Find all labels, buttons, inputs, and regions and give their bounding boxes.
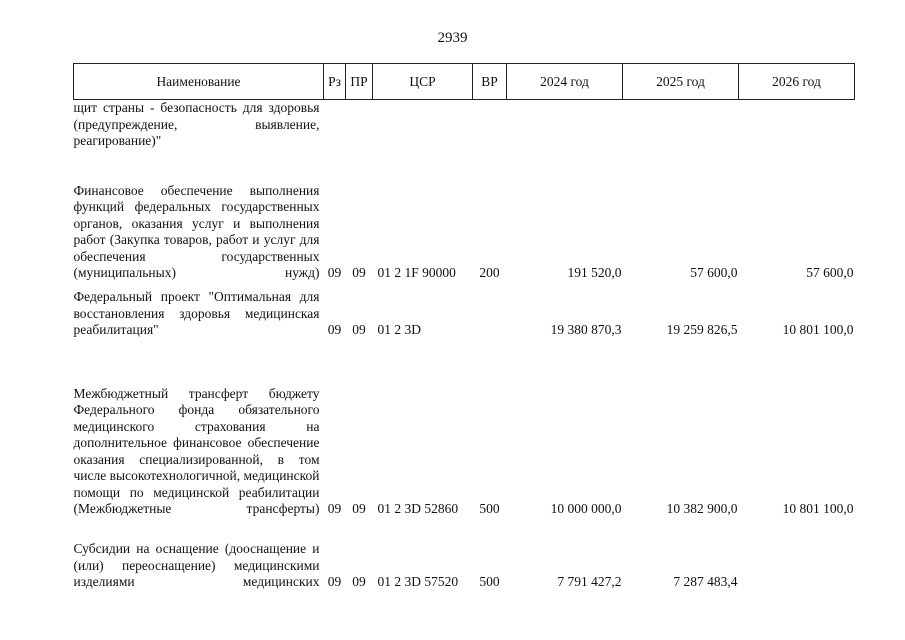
header-2026: 2026 год — [739, 64, 855, 100]
row-rz: 09 — [327, 574, 342, 589]
header-rz: Рз — [324, 64, 346, 100]
row-2026: 57 600,0 — [806, 265, 854, 280]
row-vr: 500 — [479, 501, 500, 516]
row-pr: 09 — [352, 322, 366, 337]
row-csr: 01 2 3D 52860 — [377, 501, 459, 516]
row-pr: 09 — [352, 501, 366, 516]
row-name: Субсидии на оснащение (дооснащение и (или) переоснащение) медицинскими изделиями медицинских — [73, 541, 320, 589]
row-vr — [473, 100, 507, 154]
row-name: Федеральный проект "Оптимальная для восстановления здоровья медицинская реабилитация" — [73, 289, 320, 337]
page-number: 2939 — [437, 30, 468, 46]
table-header-row — [74, 64, 855, 100]
row-rz: 09 — [327, 322, 342, 337]
row-2024 — [507, 100, 623, 154]
table-row — [74, 343, 855, 522]
row-pr: 09 — [352, 574, 366, 589]
row-pr: 09 — [352, 265, 366, 280]
row-rz: 09 — [327, 501, 342, 516]
row-name: Межбюджетный трансферт бюджету Федерального фонда обязательного медицинского страхования на дополнительное финансовое обеспечение оказания специализированной, в том числе высокотехнологичной, медицинской помощи по медицинской реабилитации (Межбюджетные трансферты) — [73, 385, 320, 516]
row-2025: 57 600,0 — [690, 265, 738, 280]
header-vr: ВР — [473, 64, 507, 100]
header-pr: ПР — [346, 64, 373, 100]
header-name: Наименование — [74, 64, 324, 100]
row-name: щит страны - безопасность для здоровья (предупреждение, выявление, реагирование)" — [73, 100, 320, 148]
row-vr — [473, 286, 507, 343]
row-2024: 19 380 870,3 — [550, 322, 622, 337]
row-csr — [373, 100, 473, 154]
row-2025: 19 259 826,5 — [666, 322, 738, 337]
row-2025: 7 287 483,4 — [673, 574, 738, 589]
table-row — [74, 522, 855, 595]
row-2026 — [739, 522, 855, 595]
row-vr: 200 — [479, 265, 500, 280]
row-rz: 09 — [327, 265, 342, 280]
row-rz — [324, 100, 346, 154]
row-2025 — [623, 100, 739, 154]
header-2024: 2024 год — [507, 64, 623, 100]
row-vr: 500 — [479, 574, 500, 589]
row-2025: 10 382 900,0 — [666, 501, 738, 516]
row-2024: 10 000 000,0 — [550, 501, 622, 516]
row-2026 — [739, 100, 855, 154]
row-csr: 01 2 3D 57520 — [377, 574, 459, 589]
row-pr — [346, 100, 373, 154]
table-row — [74, 154, 855, 286]
row-csr: 01 2 1F 90000 — [377, 265, 456, 280]
row-2026: 10 801 100,0 — [782, 501, 854, 516]
row-2024: 7 791 427,2 — [557, 574, 622, 589]
row-2024: 191 520,0 — [567, 265, 622, 280]
row-2026: 10 801 100,0 — [782, 322, 854, 337]
table-row — [74, 286, 855, 343]
row-name: Финансовое обеспечение выполнения функций федеральных государственных органов, оказания услуг и выполнения работ (Закупка товаров, работ и услуг для обеспечения государственных (муниципальных) нужд) — [73, 182, 320, 280]
header-2025: 2025 год — [623, 64, 739, 100]
header-csr: ЦСР — [373, 64, 473, 100]
row-csr: 01 2 3D — [377, 322, 421, 337]
table-row — [74, 100, 855, 154]
budget-table — [73, 63, 855, 595]
